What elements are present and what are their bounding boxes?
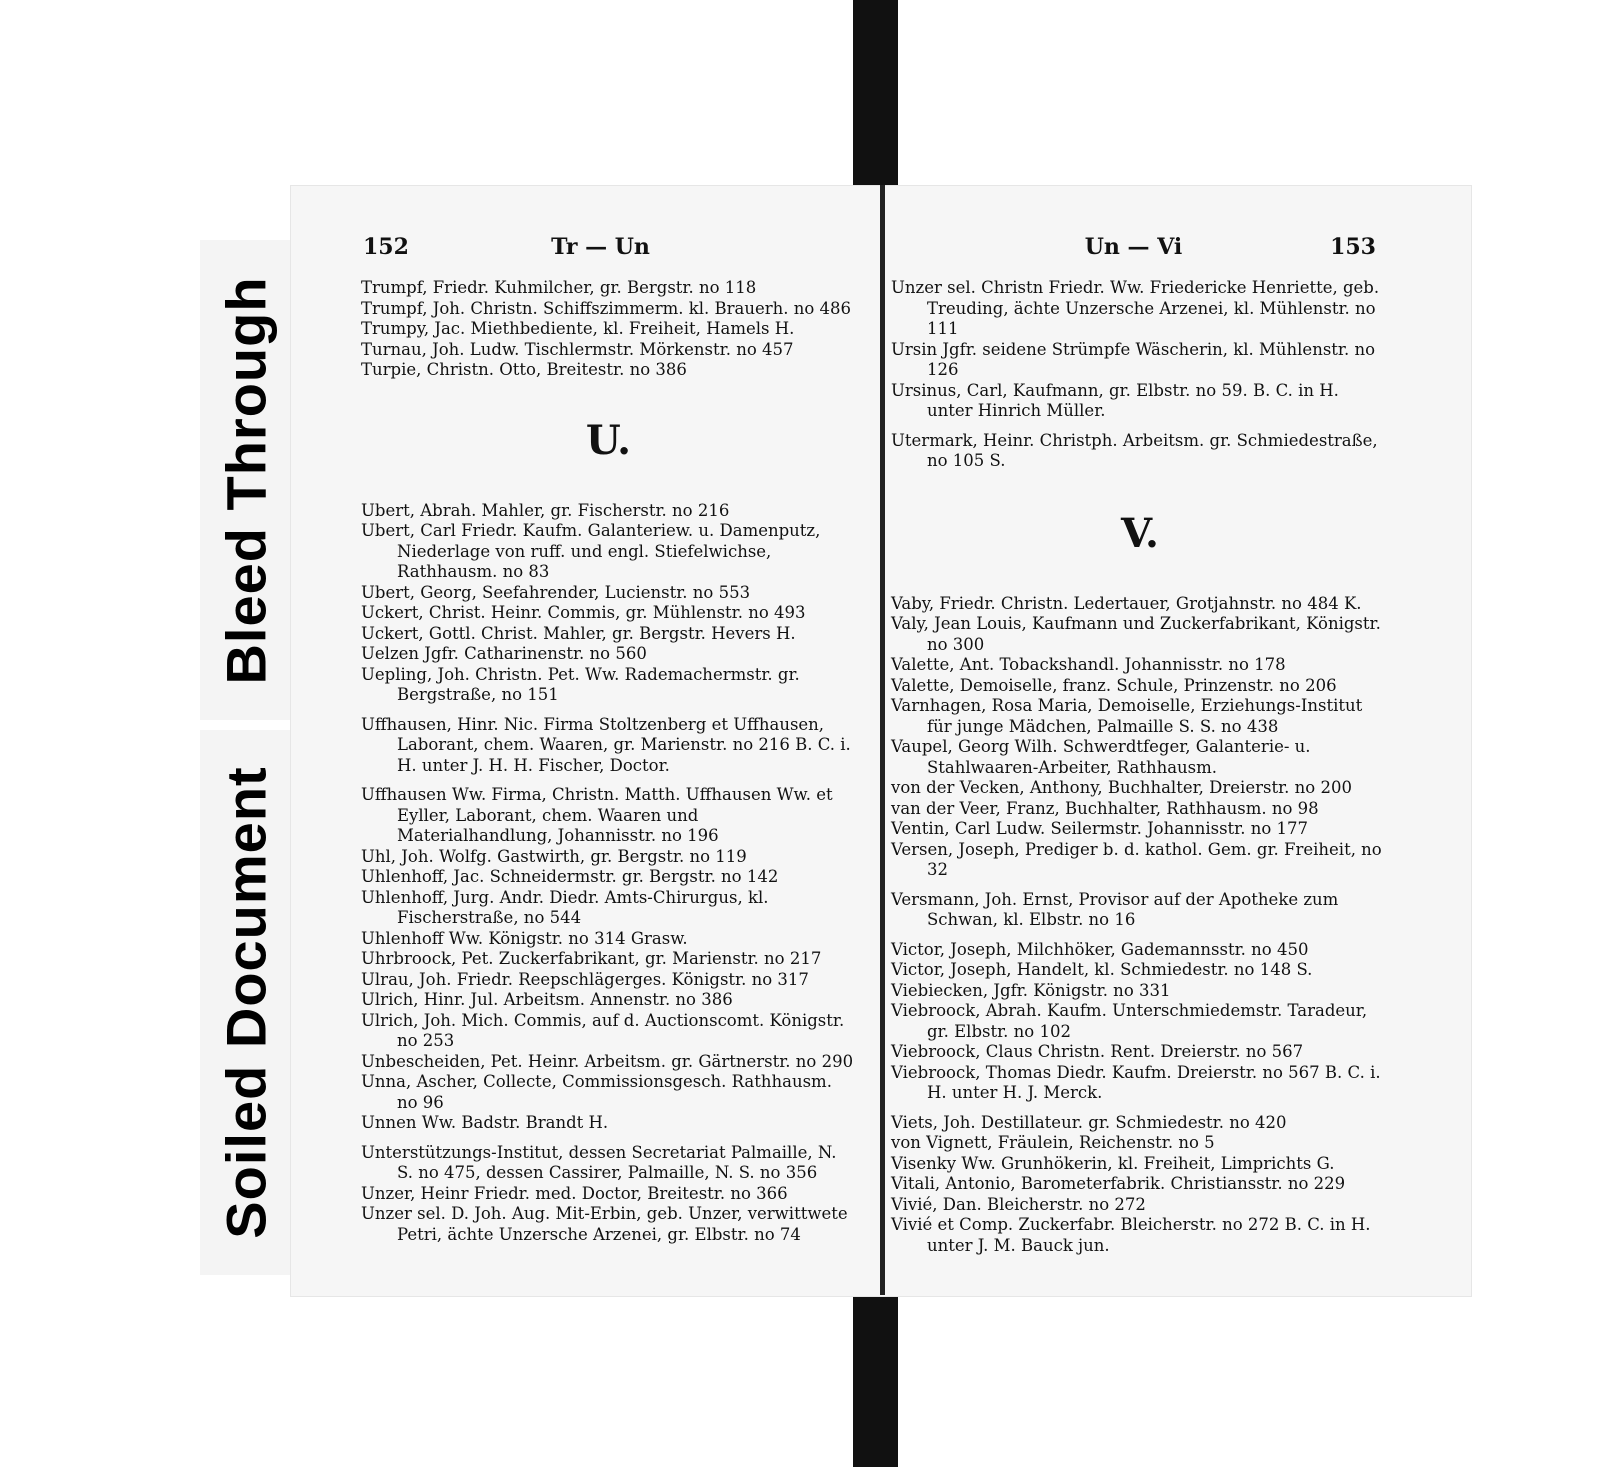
list-item: Unna, Ascher, Collecte, Commissionsgesch. Rathhausm. no 96 [361, 1072, 832, 1112]
section-letter: U. [585, 416, 632, 464]
list-item: Visenky Ww. Grunhökerin, kl. Freiheit, Limprichts G. [891, 1153, 1335, 1173]
list-item: Vivié et Comp. Zuckerfabr. Bleicherstr. no 272 B. C. in H. unter J. M. Bauck jun. [891, 1215, 1371, 1255]
right-page-range: Un — Vi [1084, 234, 1183, 260]
list-item: Ulrau, Joh. Friedr. Reepschlägerges. Königstr. no 317 [361, 969, 809, 989]
list-item: Trumpf, Joh. Christn. Schiffszimmerm. kl. Brauerh. no 486 [361, 298, 852, 318]
list-item: Vitali, Antonio, Barometerfabrik. Christiansstr. no 229 [891, 1174, 1346, 1193]
list-item: Ursinus, Carl, Kaufmann, gr. Elbstr. no 59. B. C. in H. unter Hinrich Müller. [891, 380, 1339, 420]
binding-strip-bottom [853, 1292, 898, 1467]
list-item: Uhlenhoff Ww. Königstr. no 314 Grasw. [361, 928, 688, 948]
list-item: Uhlenhoff, Jurg. Andr. Diedr. Amts-Chirurgus, kl. Fischerstraße, no 544 [361, 887, 769, 927]
list-item: van der Veer, Franz, Buchhalter, Rathhausm. no 98 [891, 798, 1319, 818]
list-item: Versmann, Joh. Ernst, Provisor auf der Apotheke zum Schwan, kl. Elbstr. no 16 [891, 889, 1339, 929]
bleed-through-text: Bleed Through [214, 275, 278, 685]
right-page-header [891, 234, 1376, 264]
left-page-header [363, 234, 838, 264]
list-item: Viebroock, Claus Christn. Rent. Dreierstr. no 567 [891, 1042, 1304, 1061]
list-item: Valy, Jean Louis, Kaufmann und Zuckerfabrikant, Königstr. no 300 [891, 614, 1381, 654]
bleed-through-label [200, 240, 292, 720]
left-entries [361, 278, 856, 1245]
list-item: Uhlenhoff, Jac. Schneidermstr. gr. Bergstr. no 142 [361, 867, 779, 886]
list-item: Turpie, Christn. Otto, Breitestr. no 386 [361, 360, 687, 379]
list-item: Unterstützungs-Institut, dessen Secretariat Palmaille, N. S. no 475, dessen Cassirer, Palmaille, N. S. no 356 [361, 1142, 837, 1182]
soiled-document-label [200, 730, 292, 1275]
list-item: Unbescheiden, Pet. Heinr. Arbeitsm. gr. Gärtnerstr. no 290 [361, 1051, 854, 1071]
side-label-panel [200, 240, 292, 1280]
gutter-line [880, 185, 885, 1295]
list-item: von der Vecken, Anthony, Buchhalter, Dreierstr. no 200 [891, 778, 1352, 797]
list-item: Victor, Joseph, Milchhöker, Gademannsstr. no 450 [891, 939, 1309, 959]
list-item: Victor, Joseph, Handelt, kl. Schmiedestr. no 148 S. [891, 960, 1313, 979]
left-page [291, 186, 866, 1296]
list-item: Uckert, Gottl. Christ. Mahler, gr. Bergstr. Hevers H. [361, 623, 796, 643]
list-item: Varnhagen, Rosa Maria, Demoiselle, Erziehungs-Institut für junge Mädchen, Palmaille S. S. no 438 [891, 696, 1363, 736]
left-page-number: 152 [363, 234, 409, 260]
right-entries [891, 278, 1389, 1256]
list-item: Utermark, Heinr. Christph. Arbeitsm. gr. Schmiedestraße, no 105 S. [891, 430, 1378, 470]
list-item: Unzer sel. Christn Friedr. Ww. Friedericke Henriette, geb. Treuding, ächte Unzersche Arzenei, kl. Mühlenstr. no 111 [891, 278, 1380, 338]
list-item: Ventin, Carl Ludw. Seilermstr. Johannisstr. no 177 [891, 819, 1309, 838]
list-item: Versen, Joseph, Prediger b. d. kathol. Gem. gr. Freiheit, no 32 [891, 839, 1382, 879]
list-item: Unnen Ww. Badstr. Brandt H. [361, 1113, 609, 1132]
list-item: Ursin Jgfr. seidene Strümpfe Wäscherin, kl. Mühlenstr. no 126 [891, 339, 1376, 379]
list-item: Viebroock, Abrah. Kaufm. Unterschmiedemstr. Taradeur, gr. Elbstr. no 102 [891, 1001, 1368, 1041]
left-page-range: Tr — Un [551, 234, 650, 260]
list-item: Turnau, Joh. Ludw. Tischlermstr. Mörkenstr. no 457 [361, 339, 794, 359]
list-item: Valette, Demoiselle, franz. Schule, Prinzenstr. no 206 [891, 675, 1337, 695]
list-item: Uckert, Christ. Heinr. Commis, gr. Mühlenstr. no 493 [361, 603, 806, 622]
list-item: Ulrich, Hinr. Jul. Arbeitsm. Annenstr. no 386 [361, 990, 733, 1009]
list-item: Vaby, Friedr. Christn. Ledertauer, Grotjahnstr. no 484 K. [891, 593, 1362, 613]
list-item: Vivié, Dan. Bleicherstr. no 272 [891, 1194, 1146, 1214]
binding-strip-top [853, 0, 898, 185]
list-item: Valette, Ant. Tobackshandl. Johannisstr. no 178 [891, 655, 1286, 674]
list-item: Uffhausen, Hinr. Nic. Firma Stoltzenberg et Uffhausen, Laborant, chem. Waaren, gr. Marienstr. no 216 B. C. i. H. unter J. H. H. Fischer, Doctor. [361, 714, 851, 775]
list-item: Vaupel, Georg Wilh. Schwerdtfeger, Galanterie- u. Stahlwaaren-Arbeiter, Rathhausm. [891, 737, 1311, 777]
list-item: Ulrich, Joh. Mich. Commis, auf d. Auctionscomt. Königstr. no 253 [361, 1010, 845, 1050]
list-item: von Vignett, Fräulein, Reichenstr. no 5 [891, 1133, 1215, 1152]
list-item: Uffhausen Ww. Firma, Christn. Matth. Uffhausen Ww. et Eyller, Laborant, chem. Waaren und Materialhandlung, Johannisstr. no 196 [361, 785, 833, 845]
list-item: Uelzen Jgfr. Catharinenstr. no 560 [361, 644, 647, 663]
list-item: Uhl, Joh. Wolfg. Gastwirth, gr. Bergstr. no 119 [361, 846, 747, 866]
list-item: Uhrbroock, Pet. Zuckerfabrikant, gr. Marienstr. no 217 [361, 949, 822, 968]
section-letter: V. [1121, 509, 1159, 557]
list-item: Viets, Joh. Destillateur. gr. Schmiedestr. no 420 [891, 1112, 1287, 1132]
list-item: Viebiecken, Jgfr. Königstr. no 331 [891, 980, 1171, 1000]
list-item: Unzer, Heinr Friedr. med. Doctor, Breitestr. no 366 [361, 1183, 788, 1203]
list-item: Uepling, Joh. Christn. Pet. Ww. Rademachermstr. gr. Bergstraße, no 151 [361, 664, 800, 704]
right-page [891, 186, 1471, 1296]
right-page-number: 153 [1330, 234, 1376, 260]
list-item: Ubert, Abrah. Mahler, gr. Fischerstr. no 216 [361, 500, 730, 520]
list-item: Viebroock, Thomas Diedr. Kaufm. Dreierstr. no 567 B. C. i. H. unter H. J. Merck. [891, 1062, 1381, 1102]
list-item: Ubert, Carl Friedr. Kaufm. Galanteriew. u. Damenputz, Niederlage von ruff. und engl. Stiefelwichse, Rathhausm. no 83 [361, 521, 821, 581]
soiled-document-text: Soiled Document [214, 766, 278, 1239]
list-item: Trumpf, Friedr. Kuhmilcher, gr. Bergstr. no 118 [361, 278, 757, 297]
list-item: Trumpy, Jac. Miethbediente, kl. Freiheit, Hamels H. [361, 319, 795, 338]
list-item: Unzer sel. D. Joh. Aug. Mit-Erbin, geb. Unzer, verwittwete Petri, ächte Unzersche Arzenei, gr. Elbstr. no 74 [361, 1204, 848, 1244]
list-item: Ubert, Georg, Seefahrender, Lucienstr. no 553 [361, 582, 751, 602]
